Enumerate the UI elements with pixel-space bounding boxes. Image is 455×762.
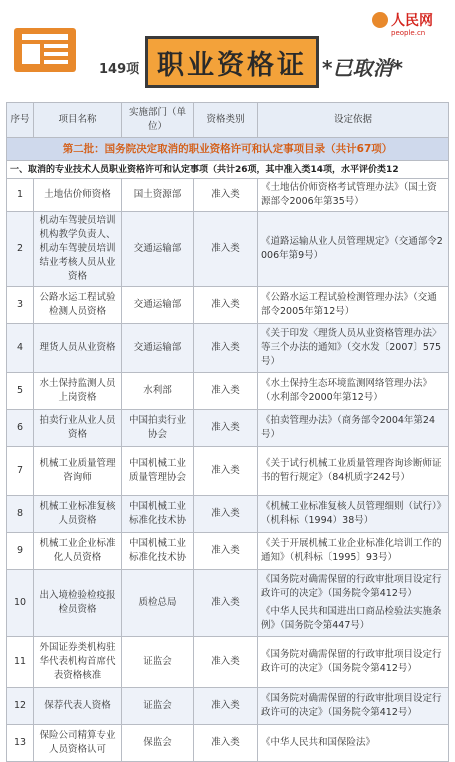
row-dept: 交通运输部 [122,287,194,324]
row-dept: 交通运输部 [122,324,194,373]
row-no: 5 [7,373,34,410]
row-type: 准入类 [194,212,258,287]
row-name: 机械工业企业标准化人员资格 [34,533,122,570]
row-basis: 《关于印发〈理货人员从业资格管理办法〉等三个办法的通知》（交水发〔2007〕575号） [258,324,449,373]
row-type: 准入类 [194,410,258,447]
title-box [145,36,319,88]
certificate-table-wrap [6,102,448,755]
row-basis: 《中华人民共和国保险法》 [258,725,449,762]
col-header-no: 序号 [7,103,34,138]
row-basis: 《土地估价师资格考试管理办法》（国土资源部令2006年第35号） [258,179,449,212]
row-no: 8 [7,496,34,533]
col-header-dept: 实施部门（单位） [122,103,194,138]
table-row [7,287,449,324]
cancelled-label: *已取消* [322,56,403,80]
row-name: 保险公司精算专业人员资格认可 [34,725,122,762]
table-row [7,447,449,496]
row-type: 准入类 [194,496,258,533]
table-body [7,179,449,762]
row-no: 12 [7,688,34,725]
page-title: 职业资格证 [157,50,307,81]
row-basis: 《关于开展机械工业企业标准化培训工作的通知》（机科标〔1995〕93号） [258,533,449,570]
row-no: 6 [7,410,34,447]
table-row [7,179,449,212]
batch-title: 第二批：国务院决定取消的职业资格许可和认定事项目录（共计67项） [7,138,449,161]
row-basis: 《国务院对确需保留的行政审批项目设定行政许可的决定》（国务院令第412号） [258,688,449,725]
row-dept: 中国拍卖行业协会 [122,410,194,447]
row-basis: 《拍卖管理办法》（商务部令2004年第24号） [258,410,449,447]
row-name: 公路水运工程试验检测人员资格 [34,287,122,324]
row-basis: 《关于试行机械工业质量管理咨询诊断师证书的暂行规定》（84机质字242号） [258,447,449,496]
row-name: 机动车驾驶员培训机构教学负责人、机动车驾驶员培训结业考核人员从业资格 [34,212,122,287]
row-basis [258,570,449,637]
row-type: 准入类 [194,570,258,637]
col-header-type: 资格类别 [194,103,258,138]
row-name: 出入境检验检疫报检员资格 [34,570,122,637]
logo-name: 人民网 [391,13,433,29]
row-no: 2 [7,212,34,287]
row-type: 准入类 [194,324,258,373]
table-row [7,496,449,533]
logo-icon [372,12,388,28]
table-row [7,725,449,762]
col-header-basis: 设定依据 [258,103,449,138]
row-basis: 《公路水运工程试验检测管理办法》（交通部令2005年第12号） [258,287,449,324]
row-type: 准入类 [194,725,258,762]
table-row [7,570,449,637]
table-row [7,533,449,570]
row-basis: 《机械工业标准复核人员管理细则（试行）》（机科标（1994）38号） [258,496,449,533]
row-dept: 保监会 [122,725,194,762]
row-no: 3 [7,287,34,324]
banner-header [0,0,455,98]
table-row [7,324,449,373]
row-name: 保荐代表人资格 [34,688,122,725]
table-row [7,373,449,410]
section-title: 一、取消的专业技术人员职业资格许可和认定事项（共计26项，其中准入类14项，水平评价类12 [7,161,449,179]
row-dept: 国土资源部 [122,179,194,212]
row-type: 准入类 [194,637,258,688]
table-row [7,410,449,447]
newspaper-icon [14,28,76,72]
row-no: 10 [7,570,34,637]
row-type: 准入类 [194,447,258,496]
row-basis-part: 《中华人民共和国进出口商品检验法实施条例》（国务院令第447号） [261,606,442,631]
row-no: 7 [7,447,34,496]
row-name: 机械工业标准复核人员资格 [34,496,122,533]
row-dept: 中国机械工业质量管理协会 [122,447,194,496]
row-no: 11 [7,637,34,688]
row-type: 准入类 [194,179,258,212]
row-basis: 《道路运输从业人员管理规定》（交通部令2006年第9号） [258,212,449,287]
row-no: 1 [7,179,34,212]
row-name: 水土保持监测人员上岗资格 [34,373,122,410]
row-dept: 交通运输部 [122,212,194,287]
row-name: 外国证券类机构驻华代表机构首席代表资格核准 [34,637,122,688]
row-no: 4 [7,324,34,373]
table-row [7,688,449,725]
table-row [7,637,449,688]
row-type: 准入类 [194,533,258,570]
row-type: 准入类 [194,373,258,410]
row-name: 拍卖行业从业人员资格 [34,410,122,447]
logo-url: people.cn [391,29,426,37]
row-type: 准入类 [194,287,258,324]
row-no: 9 [7,533,34,570]
col-header-name: 项目名称 [34,103,122,138]
people-logo[interactable] [372,10,447,42]
row-name: 机械工业质量管理咨询师 [34,447,122,496]
section-title-row [7,161,449,179]
row-basis-part: 《国务院对确需保留的行政审批项目设定行政许可的决定》（国务院令第412号） [261,574,442,599]
row-type: 准入类 [194,688,258,725]
row-dept: 证监会 [122,688,194,725]
row-name: 理货人员从业资格 [34,324,122,373]
column-header-row [7,103,449,138]
row-dept: 中国机械工业标准化技术协 [122,533,194,570]
row-no: 13 [7,725,34,762]
row-dept: 质检总局 [122,570,194,637]
row-basis: 《国务院对确需保留的行政审批项目设定行政许可的决定》（国务院令第412号） [258,637,449,688]
row-dept: 证监会 [122,637,194,688]
row-name: 土地估价师资格 [34,179,122,212]
row-basis: 《水土保持生态环境监测网络管理办法》（水利部令2000年第12号） [258,373,449,410]
batch-title-row [7,138,449,161]
row-dept: 中国机械工业标准化技术协 [122,496,194,533]
certificate-table [6,102,449,762]
row-dept: 水利部 [122,373,194,410]
item-count: 149项 [99,62,140,77]
table-row [7,212,449,287]
